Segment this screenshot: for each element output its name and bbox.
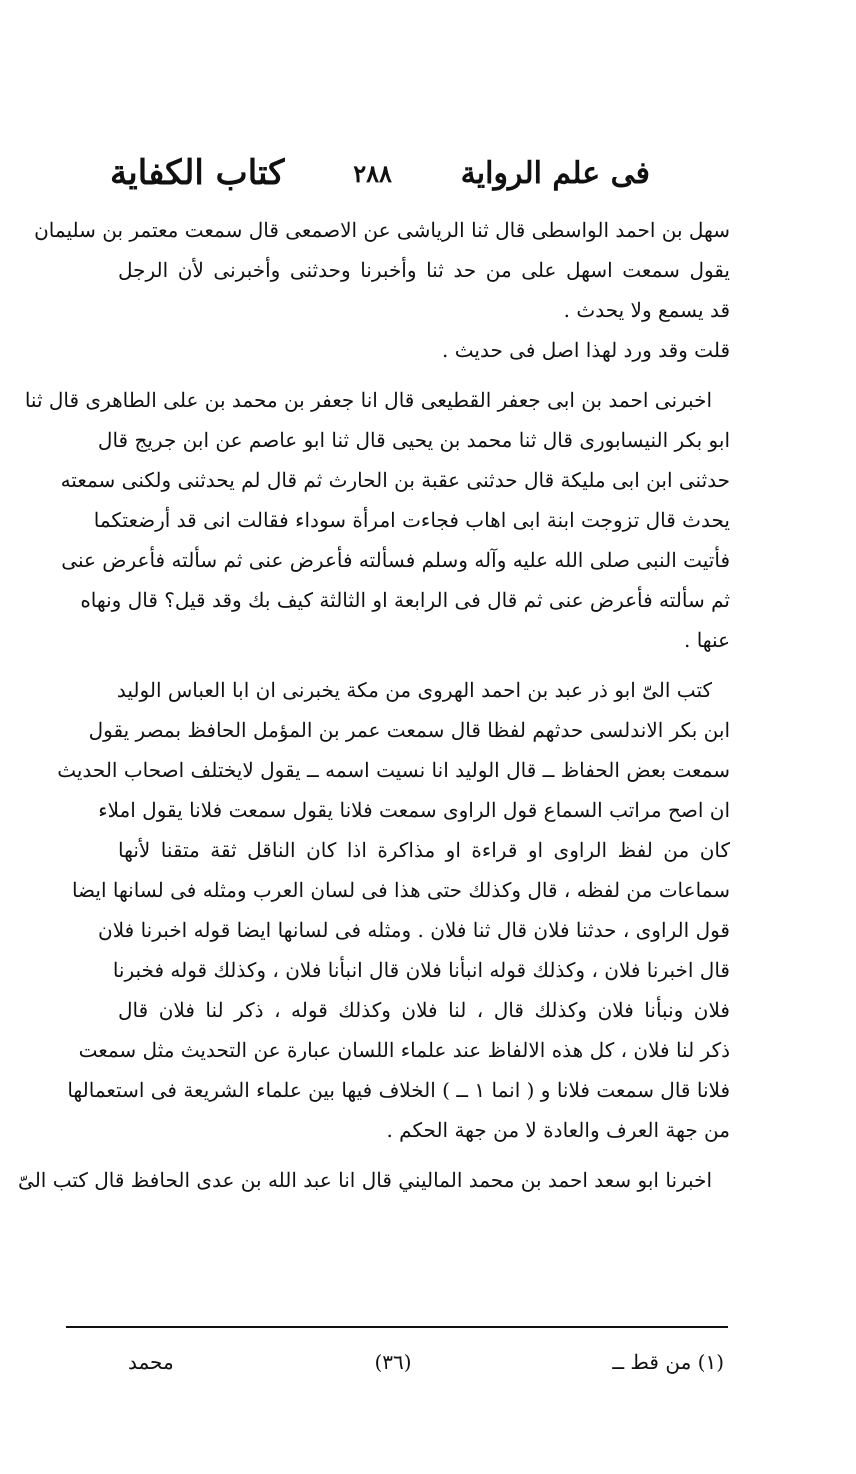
page-body — [18, 210, 730, 1200]
text-line: كان من لفظ الراوى او قراءة او مذاكرة اذا كان الناقل ثقة متقنا لأنها — [118, 838, 730, 862]
header-subtitle: فى علم الرواية — [460, 155, 650, 191]
text-line: عنها . — [684, 628, 730, 652]
text-line: فلان ونبأنا فلان وكذلك قال ، لنا فلان وكذلك قوله ، ذكر لنا فلان قال — [118, 998, 730, 1022]
text-line: اخبرنى احمد بن ابى جعفر القطيعى قال انا جعفر بن محمد بن على الطاهرى قال ثنا — [24, 388, 712, 412]
catchword: محمد — [128, 1350, 174, 1374]
page-number: ٢٨٨ — [353, 158, 392, 188]
text-line: قلت وقد ورد لهذا اصل فى حديث . — [442, 338, 730, 362]
text-line: كتب الىّ ابو ذر عبد بن احمد الهروى من مكة يخبرنى ان ابا العباس الوليد — [116, 678, 712, 702]
signature-number: (٣٦) — [374, 1350, 412, 1374]
text-line: فلانا قال سمعت فلانا و ( انما ١ ــ ) الخلاف فيها بين علماء الشريعة فى استعمالها — [67, 1078, 730, 1102]
header-book-title: كتاب الكفاية — [110, 153, 285, 193]
footnote-divider — [66, 1326, 728, 1328]
text-line: ابن بكر الاندلسى حدثهم لفظا قال سمعت عمر بن المؤمل الحافظ بمصر يقول — [88, 718, 730, 742]
text-line: يقول سمعت اسهل على من حد ثنا وأخبرنا وحدثنى وأخبرنى لأن الرجل — [118, 258, 730, 282]
text-line: اخبرنا ابو سعد احمد بن محمد الماليني قال انا عبد الله بن عدى الحافظ قال كتب الىّ — [18, 1168, 712, 1192]
footnote: (١) من قط ــ — [612, 1350, 724, 1374]
page-header — [110, 148, 650, 198]
text-line: ابو بكر النيسابورى قال ثنا محمد بن يحيى قال ثنا ابو عاصم عن ابن جريج قال — [97, 428, 730, 452]
text-line: قال اخبرنا فلان ، وكذلك قوله انبأنا فلان قال انبأنا فلان ، وكذلك قوله فخبرنا — [112, 958, 730, 982]
page-footer — [128, 1344, 724, 1380]
text-line: سهل بن احمد الواسطى قال ثنا الرياشى عن الاصمعى قال سمعت معتمر بن سليمان — [34, 218, 730, 242]
text-line: سماعات من لفظه ، قال وكذلك حتى هذا فى لسان العرب ومثله فى لسانها ايضا — [71, 878, 730, 902]
text-line: قد يسمع ولا يحدث . — [563, 298, 730, 322]
text-line: ان اصح مراتب السماع قول الراوى سمعت فلانا يقول سمعت فلانا يقول املاء — [98, 798, 730, 822]
text-line: يحدث قال تزوجت ابنة ابى اهاب فجاءت امرأة سوداء فقالت انى قد أرضعتكما — [93, 508, 730, 532]
text-line: حدثنى ابن ابى مليكة قال حدثنى عقبة بن الحارث ثم قال لم يحدثنى ولكنى سمعته — [60, 468, 730, 492]
text-line: ذكر لنا فلان ، كل هذه الالفاظ عند علماء اللسان عبارة عن التحديث مثل سمعت — [78, 1038, 730, 1062]
text-line: فأتيت النبى صلى الله عليه وآله وسلم فسألته فأعرض عنى ثم سألته فأعرض عنى — [61, 548, 730, 572]
text-line: ثم سألته فأعرض عنى ثم قال فى الرابعة او الثالثة كيف بك وقد قيل؟ قال ونهاه — [80, 588, 730, 612]
text-line: من جهة العرف والعادة لا من جهة الحكم . — [386, 1118, 730, 1142]
text-line: سمعت بعض الحفاظ ــ قال الوليد انا نسيت اسمه ــ يقول لايختلف اصحاب الحديث — [57, 758, 730, 782]
text-line: قول الراوى ، حدثنا فلان قال ثنا فلان . ومثله فى لسانها ايضا قوله اخبرنا فلان — [98, 918, 730, 942]
